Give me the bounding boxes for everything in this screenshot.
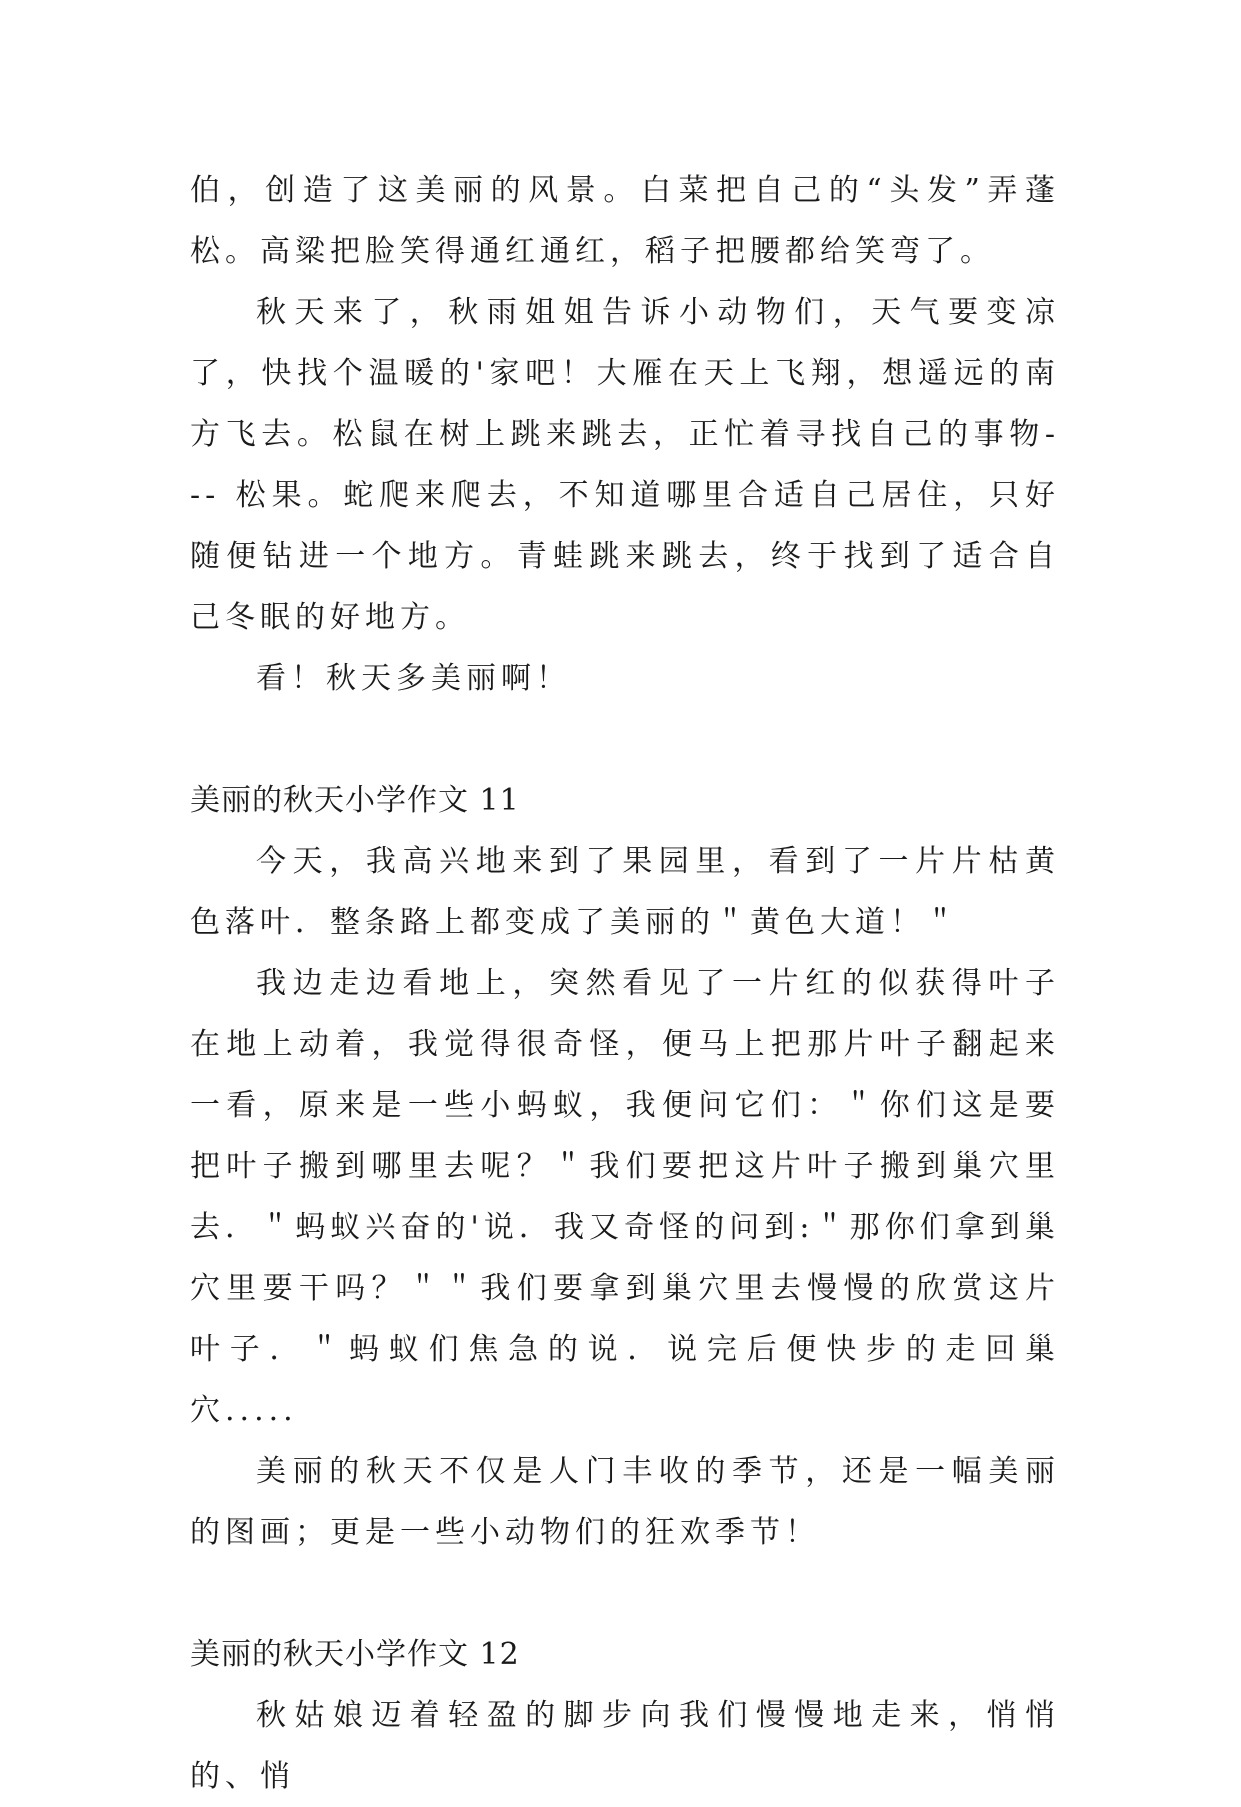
paragraph-autumn-girl: 秋姑娘迈着轻盈的脚步向我们慢慢地走来，悄悄的、悄 [190,1698,1060,1794]
section-title-12: 美丽的秋天小学作文 12 [190,1637,520,1672]
paragraph-autumn-season: 美丽的秋天不仅是人门丰收的季节，还是一幅美丽的图画；更是一些小动物们的狂欢季节！ [190,1454,1060,1550]
paragraph-look-autumn: 看！秋天多美丽啊！ [256,661,571,696]
paragraph-ants: 我边走边看地上，突然看见了一片红的似获得叶子在地上动着，我觉得很奇怪，便马上把那片叶子翻起来一看，原来是一些小蚂蚁，我便问它们：＂你们这是要把叶子搬到哪里去呢？＂我们要把这片叶子搬到巢穴里去．＂蚂蚁兴奋的'说．我又奇怪的问到:＂那你们拿到巢穴里要干吗？＂＂我们要拿到巢穴里去慢慢的欣赏这片叶子．＂蚂蚁们焦急的说．说完后便快步的走回巢穴..... [190,966,1060,1428]
paragraph-autumn-rain: 秋天来了，秋雨姐姐告诉小动物们，天气要变凉了，快找个温暖的'家吧！大雁在天上飞翔，想遥远的南方飞去。松鼠在树上跳来跳去，正忙着寻找自己的事物--- 松果。蛇爬来爬去，不知道哪里合适自己居住，只好随便钻进一个地方。青蛙跳来跳去，终于找到了适合自己冬眠的好地方。 [190,295,1060,635]
section-title-11: 美丽的秋天小学作文 11 [190,783,520,818]
paragraph-continuation: 伯，创造了这美丽的风景。白菜把自己的“头发”弄蓬松。高粱把脸笑得通红通红，稻子把腰都给笑弯了。 [190,173,1060,269]
section-spacer [190,1563,1060,1624]
section-spacer [190,709,1060,770]
paragraph-orchard: 今天，我高兴地来到了果园里，看到了一片片枯黄色落叶．整条路上都变成了美丽的＂黄色大道！＂ [190,844,1060,940]
document-body [190,160,1060,1807]
